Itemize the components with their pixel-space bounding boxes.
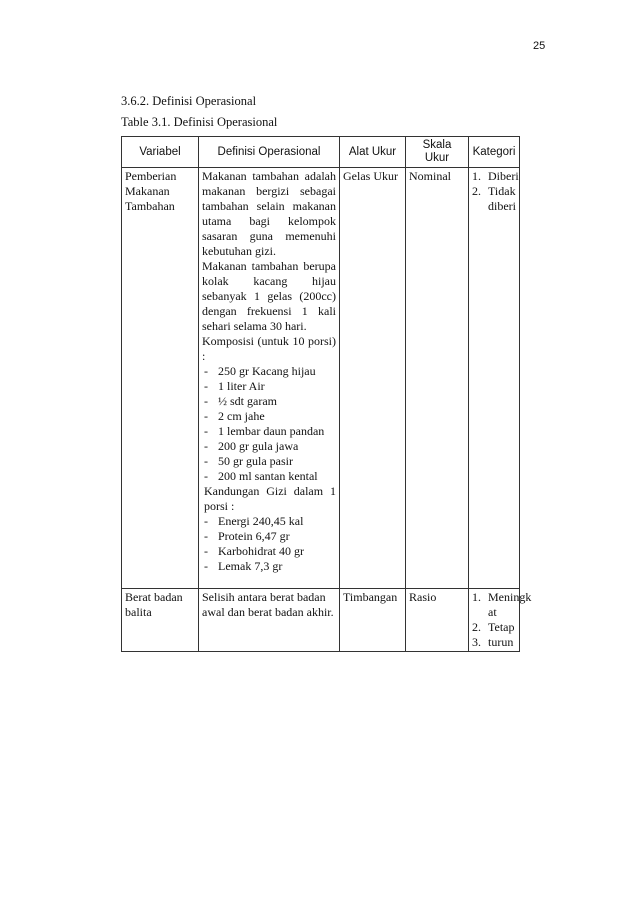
cell-kategori (469, 589, 532, 652)
table-header-row (122, 137, 520, 168)
cell-kategori (469, 168, 520, 589)
page-number: 25 (533, 40, 546, 52)
list-item: - Protein 6,47 gr (202, 529, 336, 544)
ingredient-list (202, 364, 336, 484)
list-item: 3. turun (472, 635, 516, 650)
cell-skala-ukur: Rasio (406, 589, 469, 652)
category-list (472, 590, 532, 650)
cell-variabel: Berat badan balita (122, 589, 199, 652)
header-kategori: Kategori (469, 137, 520, 168)
header-definisi: Definisi Operasional (199, 137, 340, 168)
list-item: - 1 lembar daun pandan (202, 424, 336, 439)
list-item: - ½ sdt garam (202, 394, 336, 409)
cell-alat-ukur: Timbangan (340, 589, 406, 652)
table-row (122, 168, 520, 589)
list-item: - 50 gr gula pasir (202, 454, 336, 469)
list-item: - 200 gr gula jawa (202, 439, 336, 454)
table-caption: Table 3.1. Definisi Operasional (121, 115, 278, 129)
list-item: - 1 liter Air (202, 379, 336, 394)
list-item: - 250 gr Kacang hijau (202, 364, 336, 379)
list-item: - 2 cm jahe (202, 409, 336, 424)
composition-label: Komposisi (untuk 10 porsi) : (202, 334, 336, 363)
list-item: - Lemak 7,3 gr (202, 559, 336, 574)
definition-table (121, 136, 532, 652)
category-list (472, 169, 519, 214)
list-item: - Karbohidrat 40 gr (202, 544, 336, 559)
nutrient-list (202, 514, 336, 574)
definition-paragraph: Selisih antara berat badan awal dan berat badan akhir. (202, 590, 334, 619)
definition-paragraph: Makanan tambahan berupa kolak kacang hijau sebanyak 1 gelas (200cc) dengan frekuensi 1 kali sehari selama 30 hari. (202, 259, 336, 333)
section-heading: 3.6.2. Definisi Operasional (121, 94, 257, 108)
cell-definisi (199, 589, 340, 652)
nutrition-label: Kandungan Gizi dalam 1 porsi : (204, 484, 336, 513)
cell-variabel: Pemberian Makanan Tambahan (122, 168, 199, 589)
cell-definisi (199, 168, 340, 589)
list-item: - Energi 240,45 kal (202, 514, 336, 529)
cell-skala-ukur: Nominal (406, 168, 469, 589)
header-alat-ukur: Alat Ukur (340, 137, 406, 168)
cell-alat-ukur: Gelas Ukur (340, 168, 406, 589)
header-variabel: Variabel (122, 137, 199, 168)
list-item: 2. Tetap (472, 620, 516, 635)
definition-paragraph: Makanan tambahan adalah makanan bergizi sebagai tambahan selain makanan utama bagi kelompok sasaran guna memenuhi kebutuhan gizi. (202, 169, 336, 258)
table-row (122, 589, 520, 652)
list-item: 1. Diberi (472, 169, 516, 184)
list-item: 2. Tidak diberi (472, 184, 516, 214)
header-skala-ukur: Skala Ukur (406, 137, 469, 168)
list-item: - 200 ml santan kental (202, 469, 336, 484)
list-item: 1. Meningk at (472, 590, 516, 620)
